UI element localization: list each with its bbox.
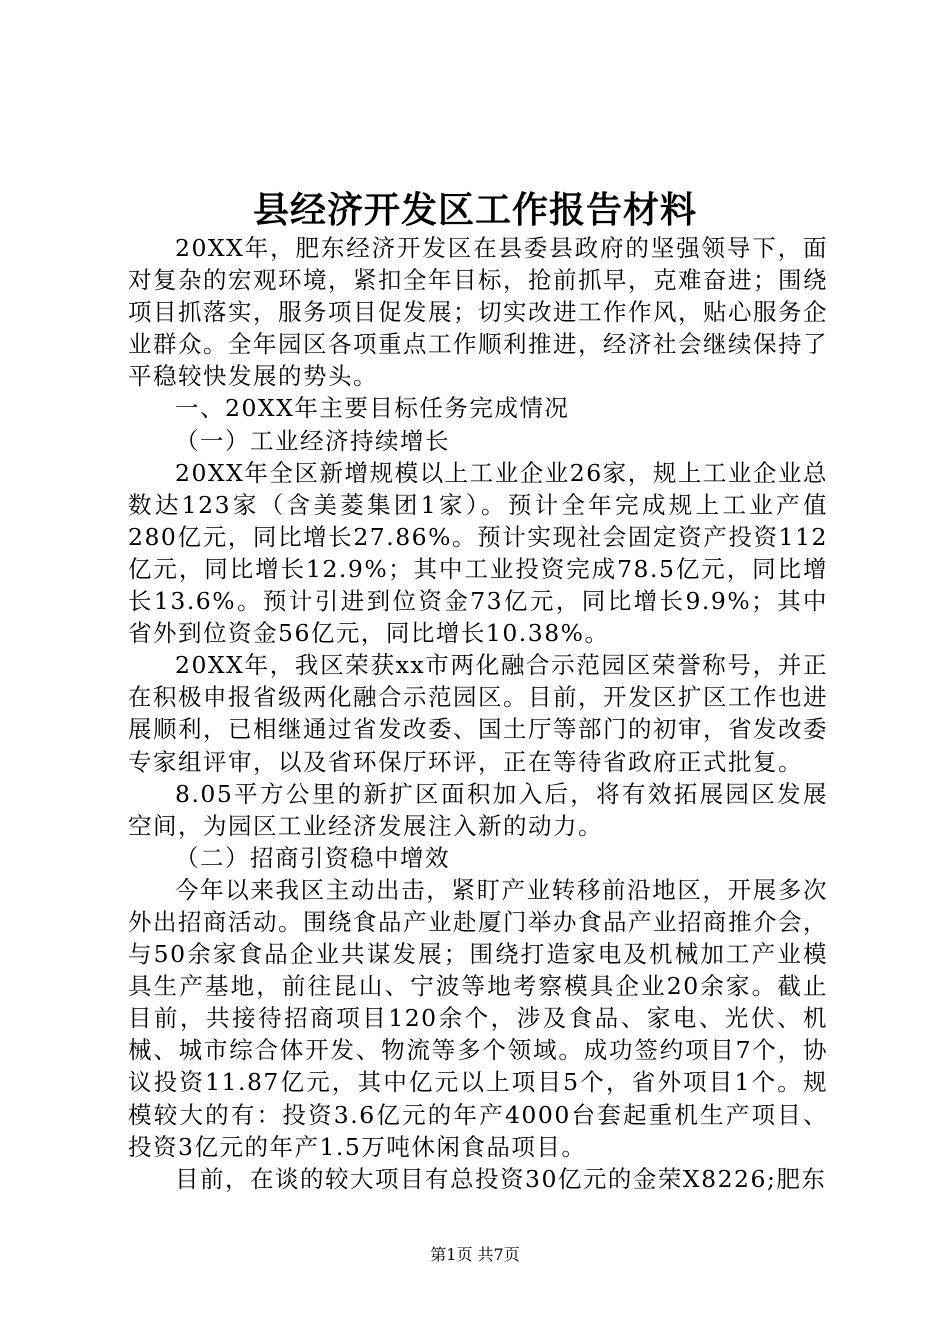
paragraph-honors: 20XX年，我区荣获xx市两化融合示范园区荣誉称号，并正在积极申报省级两化融合示范园区。目前，开发区扩区工作也进展顺利，已相继通过省发改委、国土厅等部门的初审，省发改委专家组评审，以及省环保厅环评，正在等待省政府正式批复。 — [128, 651, 828, 776]
page-footer: 第1页 共7页 — [430, 1245, 520, 1264]
paragraph-investment: 今年以来我区主动出击，紧盯产业转移前沿地区，开展多次外出招商活动。围绕食品产业赴厦门举办食品产业招商推介会，与50余家食品企业共谋发展；围绕打造家电及机械加工产业模具生产基地，前往昆山、宁波等地考察模具企业20余家。截止目前，共接待招商项目120余个，涉及食品、家电、光伏、机械、城市综合体开发、物流等多个领域。成功签约项目7个，协议投资11.87亿元，其中亿元以上项目5个，省外项目1个。规模较大的有：投资3.6亿元的年产4000台套起重机生产项目、投资3亿元的年产1.5万吨休闲食品项目。 — [128, 875, 828, 1161]
paragraph-intro: 20XX年，肥东经济开发区在县委县政府的坚强领导下，面对复杂的宏观环境，紧扣全年目标，抢前抓早，克难奋进；围绕项目抓落实，服务项目促发展；切实改进工作作风，贴心服务企业群众。全年园区各项重点工作顺利推进，经济社会继续保持了平稳较快发展的势头。 — [128, 234, 828, 391]
subsection-heading: （一）工业经济持续增长 — [175, 426, 450, 455]
document-title: 县经济开发区工作报告材料 — [252, 189, 697, 231]
paragraph-ongoing-projects: 目前，在谈的较大项目有总投资30亿元的金荣X8226;肥东 — [175, 1164, 827, 1193]
section-heading: 一、20XX年主要目标任务完成情况 — [175, 394, 570, 423]
subsection-heading: （二）招商引资稳中增效 — [175, 843, 450, 872]
paragraph-industrial-economy: 20XX年全区新增规模以上工业企业26家，规上工业企业总数达123家（含美菱集团1家）。预计全年完成规上工业产值280亿元，同比增长27.86%。预计实现社会固定资产投资112亿元，同比增长12.9%；其中工业投资完成78.5亿元，同比增长13.6%。预计引进到位资金73亿元，同比增长9.9%；其中省外到位资金56亿元，同比增长10.38%。 — [128, 458, 828, 648]
paragraph-expansion: 8.05平方公里的新扩区面积加入后，将有效拓展园区发展空间，为园区工业经济发展注入新的动力。 — [128, 779, 828, 840]
document-body — [128, 232, 828, 1195]
